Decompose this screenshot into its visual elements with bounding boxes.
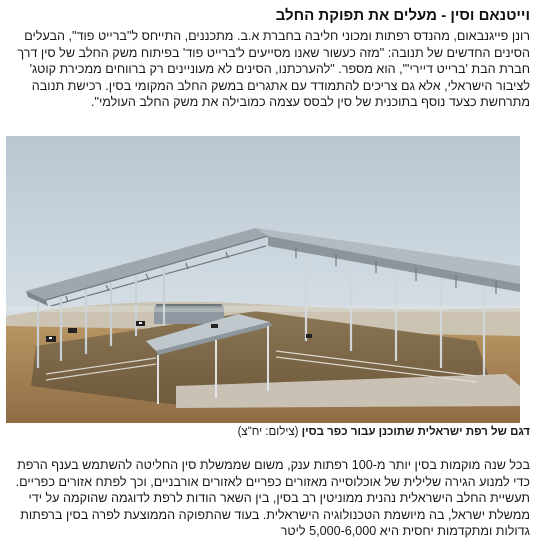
photo-credit: (צילום: יח"צ) xyxy=(237,426,299,438)
barn-photo xyxy=(6,136,520,423)
caption-text: דגם של רפת ישראלית שתוכנן עבור כפר בסין xyxy=(301,426,530,438)
article-title: וייטנאם וסין - מעלים את תפוקת החלב xyxy=(275,7,530,24)
barn-rendering-image xyxy=(6,136,520,423)
article-paragraph-1: רונן פייגנבאום, מהנדס רפתות ומכוני חליבה בחברת א.ב. מתכננים, התייחס ל"ברייט פוד", הבעלים הסינים החדשים של תנובה: "מזה כעשור שאנו מסייעים ל'ברייט פוד' בפיתוח משק החלב של סין דרך חברת הבת 'ברייט דיירי'", הוא מספר. "להערכתנו, הסינים לא מעוניינים רק ברווחים ממכירת קוטג' לציבור הישראלי, אלא גם צריכים להתמודד עם אתגרים במשק החלב המקומי בסין. רכישת תנובה מתרחשת כצעד נוסף בתוכנית של סין לבסס עצמה כמובילה את משק החלב העולמי". xyxy=(17,29,530,110)
photo-caption xyxy=(6,423,530,441)
article-paragraph-2: בכל שנה מוקמות בסין יותר מ-100 רפתות ענק, משום שממשלת סין החליטה להשתמש בענף הרפת כדי למנוע הגירה שלילית של אוכלוסייה מאזורים כפריים לאזורים אורבניים, וכך לפתח אזורים כפריים. תעשיית החלב הישראלית נהנית ממוניטין רב בסין, בין השאר הודות לרפת לדוגמה שהוקמה על ידי ממשלת ישראל, בה מיושמת הטכנולוגיה הישראלית. בעוד שהתפוקה הממוצעת לפרה בסין ברפתות גדולות ומתקדמות יחסית היא 5,000-6,000 ליטר xyxy=(15,458,530,539)
